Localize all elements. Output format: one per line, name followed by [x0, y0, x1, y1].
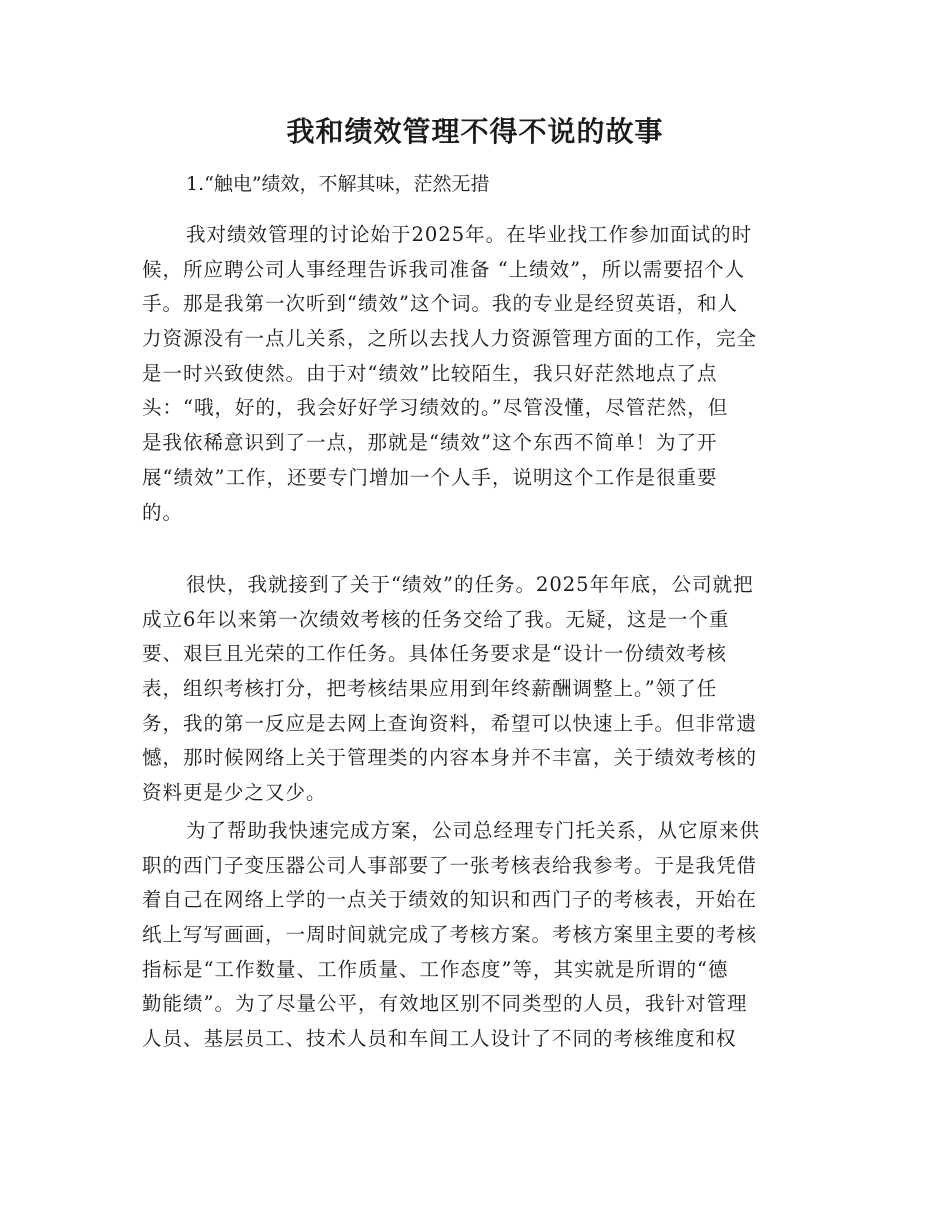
paragraph-line: 勤能绩”。为了尽量公平，有效地区别不同类型的人员，我针对管理 [142, 992, 748, 1016]
paragraph-line: 成立6年以来第一次绩效考核的任务交给了我。无疑，这是一个重 [142, 607, 730, 631]
paragraph-line: 是我依稀意识到了一点，那就是“绩效”这个东西不简单！为了开 [142, 431, 718, 455]
paragraph-line: 候，所应聘公司人事经理告诉我司准备 “上绩效”，所以需要招个人 [142, 257, 746, 281]
paragraph-line: 职的西门子变压器公司人事部要了一张考核表给我参考。于是我凭借 [142, 853, 758, 877]
paragraph-line: 头：“哦，好的，我会好好学习绩效的。”尽管没懂，尽管茫然，但 [142, 396, 729, 420]
paragraph-line: 是一时兴致使然。由于对“绩效”比较陌生，我只好茫然地点了点 [142, 361, 718, 385]
paragraph-line: 力资源没有一点儿关系，之所以去找人力资源管理方面的工作，完全 [142, 327, 758, 351]
paragraph-line: 表，组织考核打分，把考核结果应用到年终薪酬调整上。”领了任 [142, 677, 718, 701]
paragraph-line: 纸上写写画画，一周时间就完成了考核方案。考核方案里主要的考核 [142, 923, 758, 947]
paragraph-line: 的。 [142, 500, 184, 524]
paragraph-line: 人员、基层员工、技术人员和车间工人设计了不同的考核维度和权 [142, 1027, 737, 1051]
paragraph-line: 要、艰巨且光荣的工作任务。具体任务要求是“设计一份绩效考核 [142, 642, 727, 666]
paragraph-3 [142, 814, 812, 1057]
paragraph-line: 资料更是少之又少。 [142, 781, 327, 805]
paragraph-line: 着自己在网络上学的一点关于绩效的知识和西门子的考核表，开始在 [142, 888, 758, 912]
paragraph-line: 展“绩效”工作，还要专门增加一个人手，说明这个工作是很重要 [142, 465, 718, 489]
paragraph-2 [142, 568, 812, 811]
section-heading: 1.“触电”绩效，不解其味，茫然无措 [186, 173, 490, 195]
paragraph-line: 手。那是我第一次听到“绩效”这个词。我的专业是经贸英语，和人 [142, 292, 738, 316]
paragraph-line: 我对绩效管理的讨论始于2025年。在毕业找工作参加面试的时 [186, 223, 753, 246]
document-title: 我和绩效管理不得不说的故事 [286, 115, 664, 148]
paragraph-line: 很快，我就接到了关于“绩效”的任务。2025年年底，公司就把 [186, 573, 754, 596]
paragraph-1 [142, 218, 812, 530]
paragraph-line: 为了帮助我快速完成方案，公司总经理专门托关系，从它原来供 [186, 819, 761, 842]
paragraph-line: 指标是“工作数量、工作质量、工作态度”等，其实就是所谓的“德 [142, 957, 729, 981]
paragraph-line: 憾，那时候网络上关于管理类的内容本身并不丰富，关于绩效考核的 [142, 746, 758, 770]
paragraph-line: 务，我的第一反应是去网上查询资料，希望可以快速上手。但非常遗 [142, 711, 758, 735]
